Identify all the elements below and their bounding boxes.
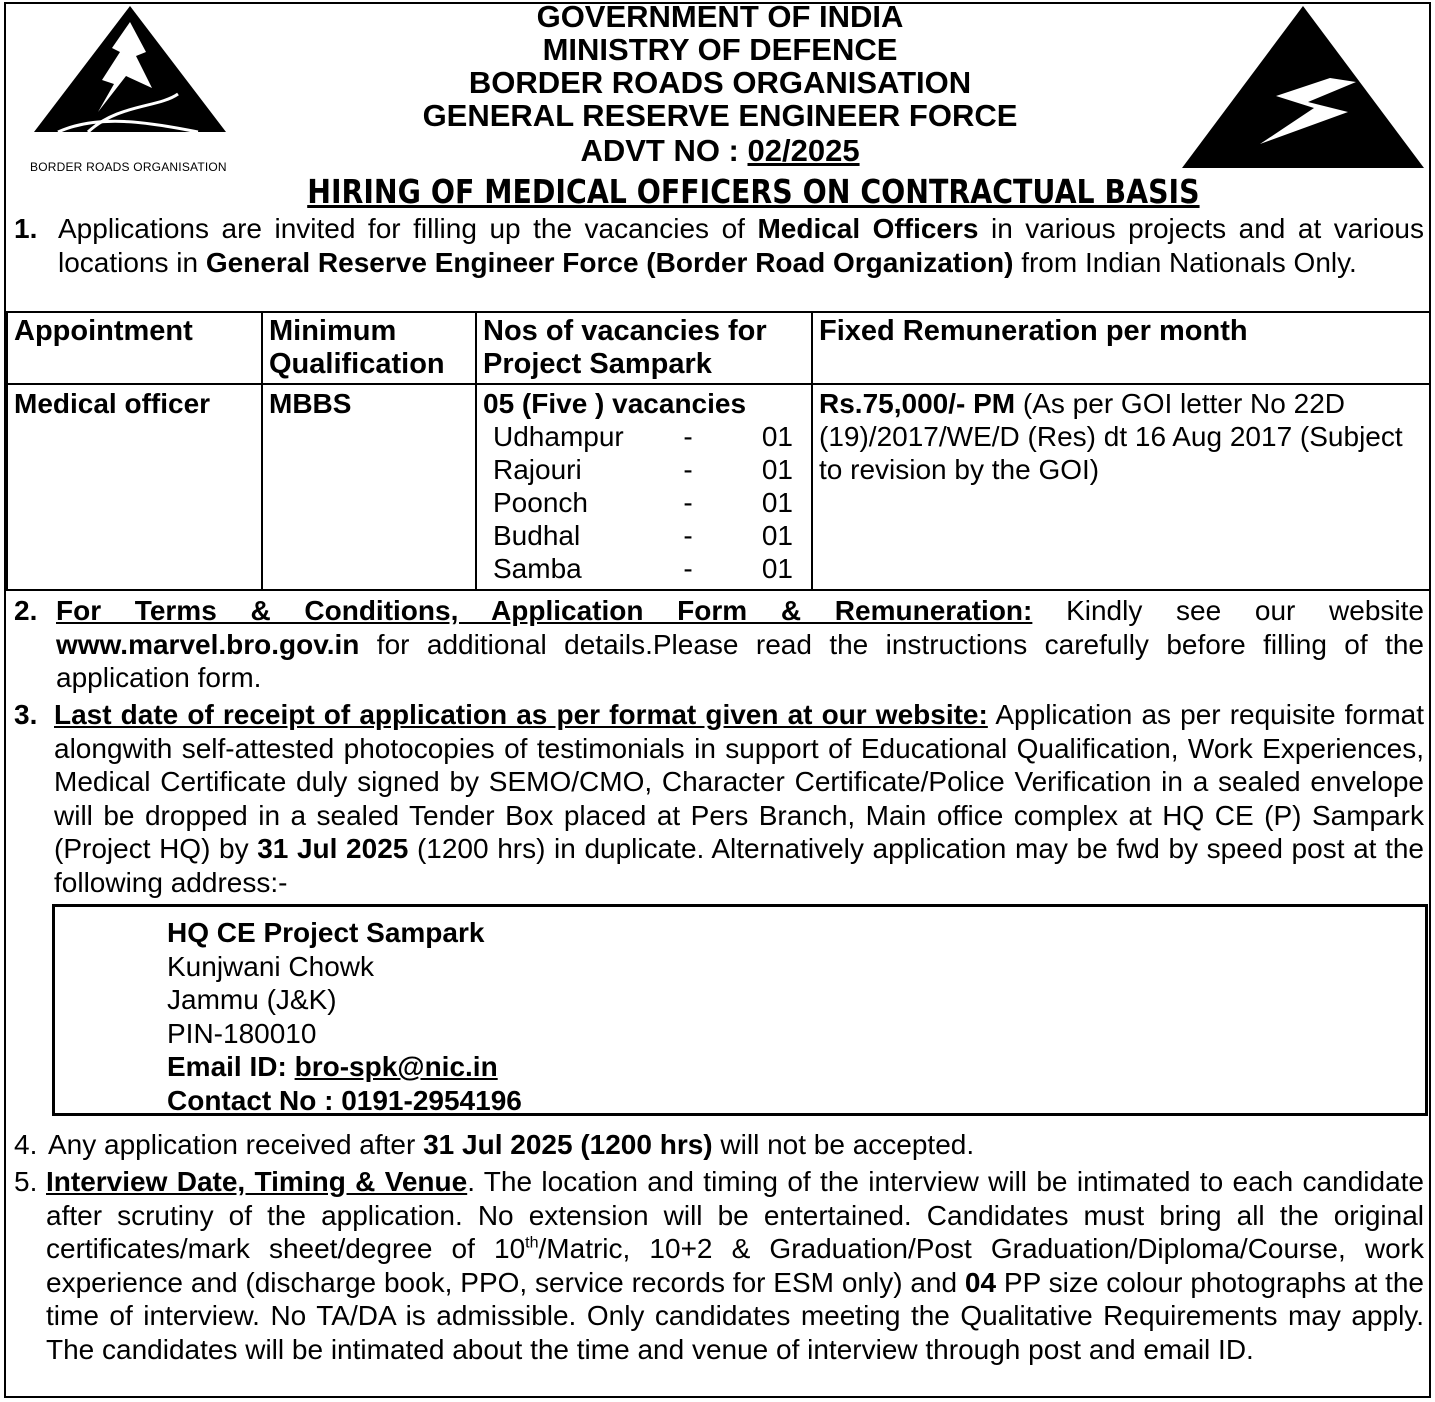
address-pin: PIN-180010 xyxy=(167,1018,317,1049)
para-number: 4. xyxy=(14,1129,38,1160)
location-row: Poonch - 01 xyxy=(493,487,793,518)
location-row: Rajouri - 01 xyxy=(493,454,793,485)
advt-number: ADVT NO : 02/2025 xyxy=(580,133,860,168)
header-line-4: GENERAL RESERVE ENGINEER FORCE xyxy=(422,98,1018,133)
address-box xyxy=(52,904,1428,1116)
para-1: Applications are invited for filling up the vacancies of Medical Officers in various projects and at various locations in General Reserve Engineer Force (Border Road Organization) from Indian Nationals Only. xyxy=(58,213,1424,278)
address-line: Jammu (J&K) xyxy=(167,984,337,1015)
header-line-3: BORDER ROADS ORGANISATION xyxy=(468,65,972,100)
location-row: Samba - 01 xyxy=(493,553,793,584)
appointment-cell: Medical officer xyxy=(7,384,262,590)
para-number: 1. xyxy=(14,213,38,244)
header-line-2: MINISTRY OF DEFENCE xyxy=(542,32,898,67)
address-email: Email ID: bro-spk@nic.in xyxy=(167,1051,498,1082)
address-name: HQ CE Project Sampark xyxy=(167,917,485,948)
para-3: Last date of receipt of application as per format given at our website: Application as per requisite format alongwith self-attested photocopies of testimonials in support of Educational Qualification, Work Experiences, Medical Certificate duly signed by SEMO/CMO, Character Certificate/Police Verification in a sealed envelope will be dropped in a sealed Tender Box placed at Pers Branch, Main office complex at HQ CE (P) Sampark (Project HQ) by 31 Jul 2025 (1200 hrs) in duplicate. Alternatively application may be fwd by speed post at the following address:- xyxy=(54,699,1424,898)
table-row xyxy=(7,384,1430,590)
col-remuneration: Fixed Remuneration per month xyxy=(812,312,1430,384)
remuneration-cell: Rs.75,000/- PM (As per GOI letter No 22D (19)/2017/WE/D (Res) dt 16 Aug 2017 (Subject to revision by the GOI) xyxy=(812,384,1430,590)
gref-lightning-logo xyxy=(1180,4,1426,172)
email-link[interactable]: bro-spk@nic.in xyxy=(294,1051,498,1082)
location-row: Budhal - 01 xyxy=(493,520,793,551)
page-title: HIRING OF MEDICAL OFFICERS ON CONTRACTUAL BASIS xyxy=(307,172,1200,211)
col-appointment: Appointment xyxy=(7,312,262,384)
header-line-1: GOVERNMENT OF INDIA xyxy=(536,0,904,34)
table-header-row xyxy=(7,312,1430,384)
vacancies-cell: 05 (Five ) vacancies Udhampur - 01 Rajouri - 01 Poonch - 01 Budhal - 01 Samba - 01 xyxy=(476,384,812,590)
para-number: 2. xyxy=(14,595,38,626)
col-qualification: Minimum Qualification xyxy=(262,312,476,384)
qualification-cell: MBBS xyxy=(262,384,476,590)
website-link[interactable]: www.marvel.bro.gov.in xyxy=(56,628,360,660)
para-2: For Terms & Conditions, Application Form & Remuneration: Kindly see our website www.marvel.bro.gov.in for additional details.Please read the instructions carefully before filling of the application form. xyxy=(56,595,1424,693)
bro-mountain-logo xyxy=(28,4,233,179)
location-row: Udhampur - 01 xyxy=(493,421,793,452)
col-vacancies: Nos of vacancies for Project Sampark xyxy=(476,312,812,384)
logo-caption: BORDER ROADS ORGANISATION xyxy=(30,160,227,174)
vacancy-table xyxy=(6,311,1431,591)
address-contact: Contact No : 0191-2954196 xyxy=(167,1085,522,1116)
para-number: 3. xyxy=(14,699,38,730)
address-line: Kunjwani Chowk xyxy=(167,951,374,982)
para-number: 5. xyxy=(14,1166,38,1197)
para-4: Any application received after 31 Jul 2025 (1200 hrs) will not be accepted. xyxy=(48,1129,975,1160)
para-5: Interview Date, Timing & Venue. The location and timing of the interview will be intimated to each candidate after scrutiny of the application. No extension will be entertained. Candidates must bring all the original certificates/mark sheet/degree of 10th/Matric, 10+2 & Graduation/Post Graduation/Diploma/Course, work experience and (discharge book, PPO, service records for ESM only) and 04 PP size colour photographs at the time of interview. No TA/DA is admissible. Only candidates meeting the Qualitative Requirements may apply. The candidates will be intimated about the time and venue of interview through post and email ID. xyxy=(46,1166,1424,1365)
